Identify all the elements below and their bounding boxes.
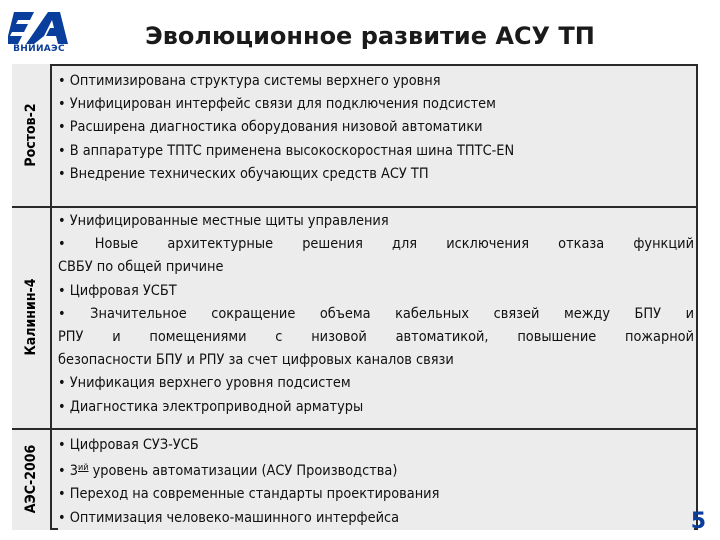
page-number: 5 <box>690 509 706 534</box>
side-cell-kalinin <box>12 206 52 428</box>
list-item: • Расширена диагностика оборудования низовой автоматики <box>58 119 483 136</box>
page-title: Эволюционное развитие АСУ ТП <box>145 22 595 50</box>
list-item: • Унифицированные местные щиты управления <box>58 213 389 229</box>
list-item-continuation: СВБУ по общей причине <box>58 259 224 276</box>
side-label-aes: АЭС-2006 <box>23 444 39 514</box>
automation-prefix: • 3 <box>58 463 78 480</box>
list-item: • Значительное сокращение объема кабельных связей между БПУ и <box>58 305 694 322</box>
list-item: • В аппаратуре ТПТС применена высокоскоростная шина ТПТС-EN <box>58 142 515 159</box>
list-item-automation-level <box>58 457 694 483</box>
section-aes-2006 <box>58 434 694 530</box>
list-item: • Внедрение технических обучающих средств АСУ ТП <box>58 165 429 182</box>
list-item: • Оптимизирована структура системы верхнего уровня <box>58 73 441 89</box>
logo-mark-icon <box>8 8 70 48</box>
section-kalinin <box>58 210 694 419</box>
ordinal-suffix: ий <box>77 463 89 474</box>
automation-suffix: уровень автоматизации (АСУ Производства) <box>88 463 398 480</box>
list-item: • Новые архитектурные решения для исключения отказа функций <box>58 236 694 253</box>
side-cell-aes <box>12 428 52 530</box>
side-label-kalinin: Калинин-4 <box>23 278 39 356</box>
logo-caption: ВНИИАЭС <box>13 44 65 54</box>
section-rostov <box>58 70 694 186</box>
list-item: • Унифицирован интерфейс связи для подключения подсистем <box>58 96 496 113</box>
list-item: • Цифровая СУЗ-УСБ <box>58 437 199 453</box>
list-item: • Оптимизация человеко-машинного интерфейса <box>58 509 400 526</box>
side-label-rostov: Ростов-2 <box>23 103 39 167</box>
list-item-continuation: РПУ и помещениями с низовой автоматикой, повышение пожарной <box>58 329 694 346</box>
list-item: • Переход на современные стандарты проектирования <box>58 486 440 503</box>
section-divider <box>12 428 698 430</box>
list-item: • Унификация верхнего уровня подсистем <box>58 375 351 392</box>
list-item-continuation: безопасности БПУ и РПУ за счет цифровых каналов связи <box>58 352 454 369</box>
section-divider <box>12 206 698 208</box>
list-item: • Диагностика электроприводной арматуры <box>58 398 364 415</box>
list-item: • Цифровая УСБТ <box>58 282 177 299</box>
side-cell-rostov <box>12 64 52 206</box>
